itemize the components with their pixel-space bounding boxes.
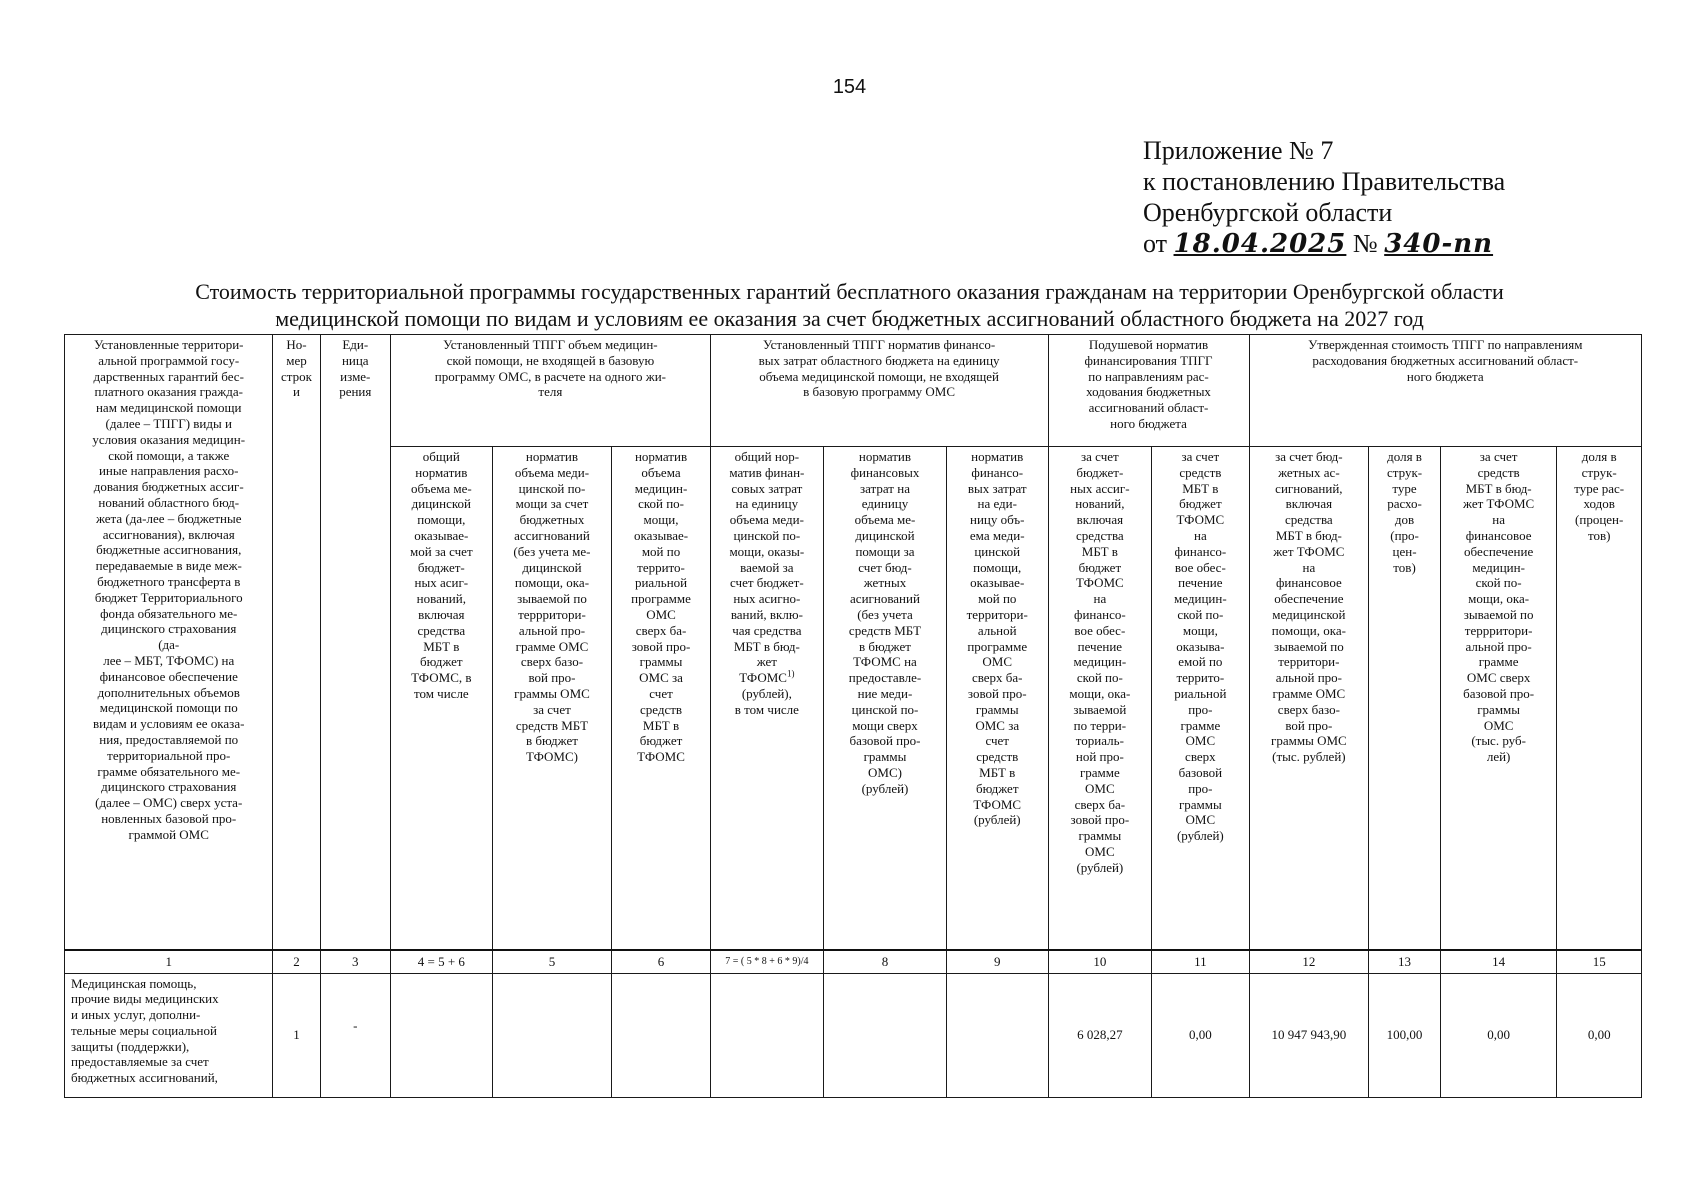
header-col-14: за счет средств МБТ в бюд- жет ТФОМС на финансовое обеспечение медицин- ской по- мощи, ока- зываемой по террритори- альной про- грамме ОМС сверх базовой про- граммы ОМС (тыс. руб- лей) [1440,447,1557,950]
header-col-10: за счет бюджет- ных ассиг- нований, включая средства МБТ в бюджет ТФОМС на финансо- вое обес- печение медицин- ской по- мощи, ока- зываемой по терри- ториаль- ной про- грамме ОМС сверх ба- зовой про- граммы ОМС (рублей) [1048,447,1152,950]
document-title [0,278,1699,332]
title-line-2: медицинской помощи по видам и условиям ее оказания за счет бюджетных ассигнований областного бюджета на 2027 год [275,306,1424,331]
index-cell: 2 [273,950,320,974]
index-cell: 1 [65,950,273,974]
row-line-number: 1 [273,973,320,1097]
annex-line3: Оренбургской области [1143,198,1393,227]
header-row-groups [65,335,1642,447]
header-col-6: норматив объема медицин- ской по- мощи, оказывае- мой по террито- риальной программе ОМС сверх ба- зовой про- граммы ОМС за счет средств МБТ в бюджет ТФОМС [612,447,710,950]
cell-col-4 [391,973,493,1097]
cell-col-12: 10 947 943,90 [1249,973,1369,1097]
index-cell: 4 = 5 + 6 [391,950,493,974]
handwritten-number: 340-пп [1384,229,1494,259]
number-prefix: № [1352,229,1378,258]
index-cell: 10 [1048,950,1152,974]
header-col-12: за счет бюд- жетных ас- сигнований, включая средства МБТ в бюд- жет ТФОМС на финансовое обеспечение медицинской помощи, ока- зываемой по территори- альной про- грамме ОМС сверх базо- вой про- граммы ОМС (тыс. рублей) [1249,447,1369,950]
header-col-11: за счет средств МБТ в бюджет ТФОМС на финансо- вое обес- печение медицин- ской по- мощи, оказыва- емой по террито- риальной про- грамме ОМС сверх базовой про- граммы ОМС (рублей) [1152,447,1249,950]
page-number: 154 [832,76,867,98]
handwritten-date: 18.04.2025 [1173,229,1347,259]
header-group-total-cost: Утвержденная стоимость ТПГГ по направлениям расходования бюджетных ассигнований област- ного бюджета [1249,335,1642,447]
cell-col-15: 0,00 [1557,973,1642,1097]
footnote-marker: 1) [786,668,795,679]
cost-table [64,334,1642,1098]
cell-col-6 [612,973,710,1097]
cell-col-10: 6 028,27 [1048,973,1152,1097]
header-col-7-text: общий нор- матив финан- совых затрат на единицу объема меди- цинской по- мощи, оказы- ваемой за счет бюджет- ных асигно- ваний, вклю- чая средства МБТ в бюд- жет [729,449,805,670]
index-cell: 3 [320,950,391,974]
index-cell: 15 [1557,950,1642,974]
header-col-15: доля в струк- туре рас- ходов (процен- тов) [1557,447,1642,950]
index-cell: 11 [1152,950,1249,974]
header-group-cost: Установленный ТПГГ норматив финансо- вых затрат областного бюджета на единицу объема медицинской помощи, не входящей в базовую программу ОМС [710,335,1048,447]
header-col-5: норматив объема меди- цинской по- мощи за счет бюджетных ассигнований (без учета ме- дицинской помощи, ока- зываемой по террритори- альной про- грамме ОМС сверх базо- вой про- граммы ОМС за счет средств МБТ в бюджет ТФОМС) [492,447,612,950]
annex-title: Приложение № 7 [1143,136,1334,165]
annex-block [1143,135,1505,260]
annex-date-line [1143,228,1505,260]
header-col-2: Но- мер строк и [273,335,320,950]
index-cell: 14 [1440,950,1557,974]
index-cell: 9 [946,950,1048,974]
header-col-7-tfoms: ТФОМС [739,670,787,686]
index-cell: 13 [1369,950,1441,974]
date-prefix: от [1143,229,1168,258]
header-col-4: общий норматив объема ме- дицинской помощи, оказывае- мой за счет бюджет- ных асиг- нований, включая средства МБТ в бюджет ТФОМС, в том числе [391,447,493,950]
index-cell: 5 [492,950,612,974]
cell-col-8 [824,973,947,1097]
index-cell: 8 [824,950,947,974]
column-index-row [65,950,1642,974]
cell-col-14: 0,00 [1440,973,1557,1097]
cell-col-11: 0,00 [1152,973,1249,1097]
header-col-7-tail: (рублей), в том числе [734,685,799,717]
index-cell: 12 [1249,950,1369,974]
header-group-volume: Установленный ТПГГ объем медицин- ской помощи, не входящей в базовую программу ОМС, в расчете на одного жи- теля [391,335,711,447]
row-label: Медицинская помощь, прочие виды медицинских и иных услуг, дополни- тельные меры социальной защиты (поддержки), предоставляемые за счет бюджетных ассигнований, [65,973,273,1097]
header-col-1: Установленные территори- альной программой госу- дарственных гарантий бес- платного оказания гражда- нам медицинской помощи (далее – ТПГГ) виды и условия оказания медицин- ской помощи, а также иные направления расхо- дования бюджетных ассиг- нований областного бюд- жета (да-лее – бюджетные ассигнования), включая бюджетные ассигнования, передаваемые в виде меж- бюджетного трансферта в бюджет Территориального фонда обязательного ме- дицинского страхования (да- лее – МБТ, ТФОМС) на финансовое обеспечение дополнительных объемов медицинской помощи по видам и условиям ее оказа- ния, предоставляемой по территориальной про- грамме обязательного ме- дицинского страхования (далее – ОМС) сверх уста- новленных базовой про- граммой ОМС [65,335,273,950]
cell-col-7 [710,973,823,1097]
cell-col-13: 100,00 [1369,973,1441,1097]
title-line-1: Стоимость территориальной программы государственных гарантий бесплатного оказания гражданам на территории Оренбургской области [195,279,1504,304]
table-row [65,973,1642,1097]
header-group-per-capita: Подушевой норматив финансирования ТПГГ по направлениям рас- ходования бюджетных ассигнований област- ного бюджета [1048,335,1249,447]
cell-col-9 [946,973,1048,1097]
header-col-3: Еди- ница изме- рения [320,335,391,950]
cell-col-5 [492,973,612,1097]
index-cell: 7 = ( 5 * 8 + 6 * 9)/4 [710,950,823,974]
annex-line2: к постановлению Правительства [1143,167,1506,196]
header-col-7 [710,447,823,950]
row-unit: - [320,973,391,1097]
header-col-13: доля в струк- туре расхо- дов (про- цен- тов) [1369,447,1441,950]
index-cell: 6 [612,950,710,974]
header-col-8: норматив финансовых затрат на единицу объема ме- дицинской помощи за счет бюд- жетных асигнований (без учета средств МБТ в бюджет ТФОМС на предоставле- ние меди- цинской по- мощи сверх базовой про- граммы ОМС) (рублей) [824,447,947,950]
header-col-9: норматив финансо- вых затрат на еди- ницу объ- ема меди- цинской помощи, оказывае- мой по территори- альной программе ОМС сверх ба- зовой про- граммы ОМС за счет средств МБТ в бюджет ТФОМС (рублей) [946,447,1048,950]
